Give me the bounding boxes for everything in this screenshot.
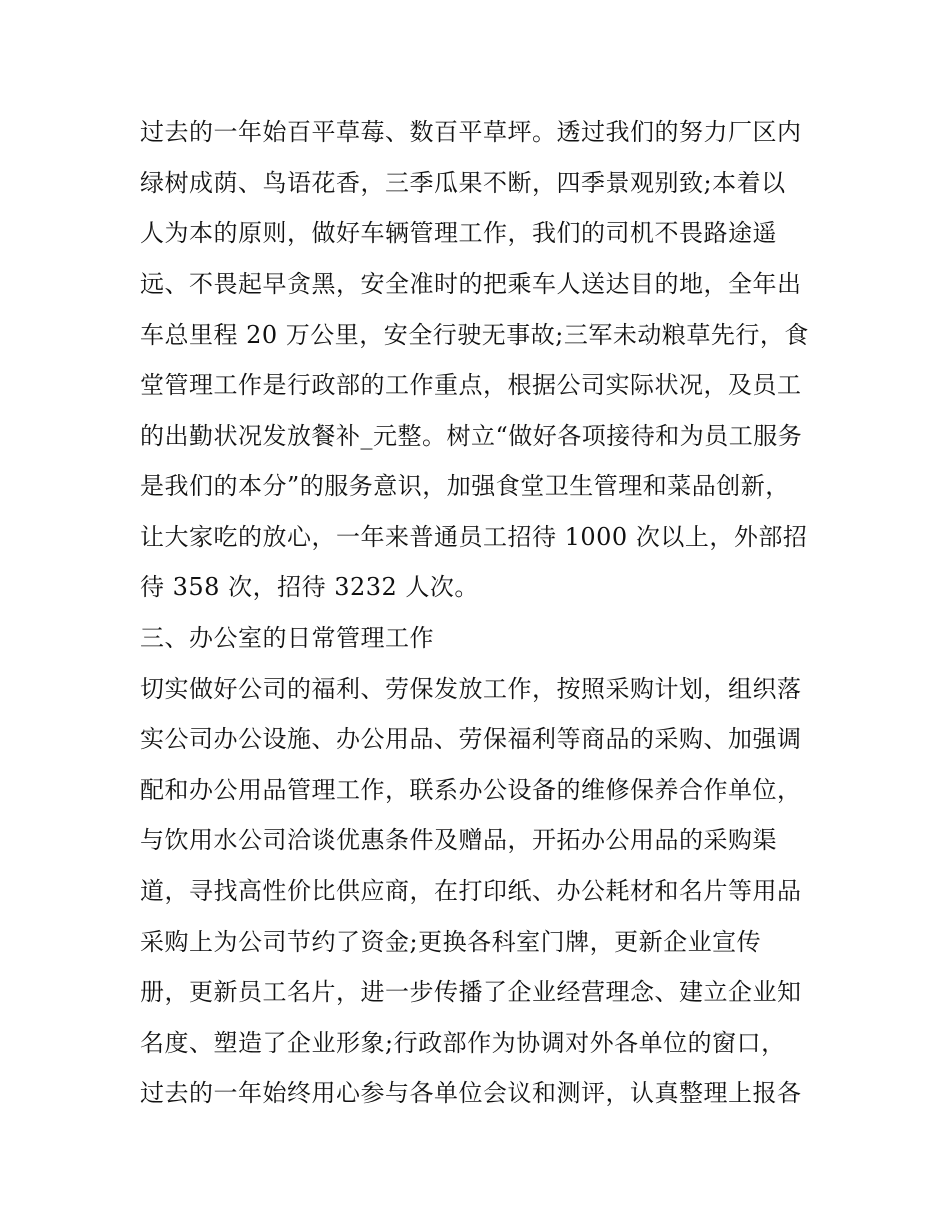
text-line: 与饮用水公司洽谈优惠条件及赠品，开拓办公用品的采购渠 [140, 826, 777, 854]
text-line: 堂管理工作是行政部的工作重点，根据公司实际状况，及员工 [140, 371, 802, 399]
text-line: 配和办公用品管理工作，联系办公设备的维修保养合作单位， [140, 776, 802, 804]
text-line: 远、不畏起早贪黑，安全准时的把乘车人送达目的地，全年出 [140, 270, 802, 298]
text-line: 过去的一年始百平草莓、数百平草坪。透过我们的努力厂区内 [140, 118, 802, 146]
text-line: 实公司办公设施、办公用品、劳保福利等商品的采购、加强调 [140, 725, 802, 753]
text-line: 绿树成荫、鸟语花香，三季瓜果不断，四季景观别致;本着以 [140, 169, 786, 197]
text-line: 名度、塑造了企业形象;行政部作为协调对外各单位的窗口， [140, 1029, 786, 1057]
text-line: 道，寻找高性价比供应商，在打印纸、办公耗材和名片等用品 [140, 877, 802, 905]
text-line: 车总里程 20 万公里，安全行驶无事故;三军未动粮草先行，食 [140, 321, 809, 349]
text-line: 人为本的原则，做好车辆管理工作，我们的司机不畏路途遥 [140, 219, 777, 247]
text-line: 切实做好公司的福利、劳保发放工作，按照采购计划，组织落 [140, 675, 802, 703]
text-line: 让大家吃的放心，一年来普通员工招待 1000 次以上，外部招 [140, 523, 808, 551]
text-line: 是我们的本分”的服务意识，加强食堂卫生管理和菜品创新， [140, 472, 790, 500]
text-line: 册，更新员工名片，进一步传播了企业经营理念、建立企业知 [140, 978, 802, 1006]
text-line: 的出勤状况发放餐补_元整。树立“做好各项接待和为员工服务 [140, 422, 803, 450]
section-heading: 三、办公室的日常管理工作 [140, 624, 434, 652]
text-line: 待 358 次，招待 3232 人次。 [140, 573, 479, 601]
text-line: 过去的一年始终用心参与各单位会议和测评，认真整理上报各 [140, 1079, 802, 1107]
text-line: 采购上为公司节约了资金;更换各科室门牌，更新企业宣传 [140, 928, 762, 956]
